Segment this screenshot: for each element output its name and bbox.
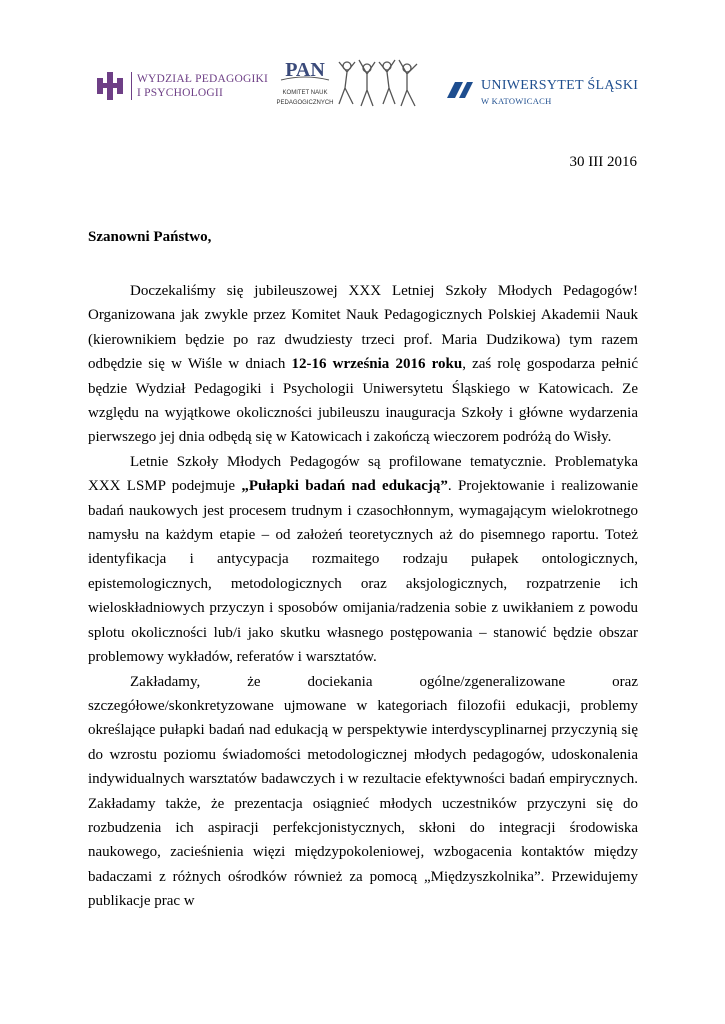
us-logo <box>445 72 639 108</box>
letterhead <box>95 56 639 116</box>
letter-body <box>88 279 638 914</box>
salutation: Szanowni Państwo, <box>88 229 212 245</box>
paragraph-2 <box>88 450 638 670</box>
paragraph-1 <box>88 279 638 450</box>
event-theme: „Pułapki badań nad edukacją” <box>241 478 448 495</box>
paragraph-3: Zakładamy, że dociekania ogólne/zgeneralizowane oraz szczegółowe/skonkretyzowane ujmowane w kategoriach filozofii edukacji, problemy określające pułapki badań nad edukacją w perspektywie interdyscyplinarnej przyczynią się do wzrostu poziomu świadomości metodologicznej młodych pedagogów, udoskonalenia indywidualnych warsztatów badawczych i w rezultacie efektywności badań empirycznych. Zakładamy także, że prezentacja osiągnieć młodych uczestników przyczyni się do rozbudzenia ich aspiracji perfekcjonistycznych, skłoni do integracji środowiska naukowego, zacieśnienia więzi międzypokoleniowej, wzbogacenia kontaktów między badaczami z różnych ośrodków również za pomocą „Międzyszkolnika”. Przewidujemy publikacje prac w <box>88 673 638 910</box>
letter-date: 30 III 2016 <box>569 154 637 170</box>
paragraph-1-part-a: Doczekaliśmy się jubileuszowej XXX Letniej Szkoły Młodych Pedagogów! Organizowana jak zwykle przez Komitet Nauk Pedagogicznych Polskiej Akademii Nauk (kierownikiem będzie po raz dwudziesty trzeci prof. Maria Dudzikowa) tym razem odbędzie się w Wiśle w dniach <box>88 283 638 373</box>
us-emblem-icon <box>445 80 475 100</box>
us-name: UNIWERSYTET ŚLĄSKI <box>481 78 639 93</box>
paragraph-2-part-b: . Projektowanie i realizowanie badań naukowych jest procesem trudnym i czasochłonnym, wymagającym wielokrotnego namysłu na każdym etapie – od założeń teoretycznych aż do pisemnego raportu. Toteż identyfikacja i antycypacja rozmaitego rodzaju pułapek ontologicznych, epistemologicznych, metodologicznych oraz aksjologicznych, rozpatrzenie ich wieloskładniowych przyczyn i sposobów omijania/radzenia sobie z uwikłaniem z powodu splotu okoliczności lub/i jako skutku własnego postępowania – stanowić będzie obszar problemowy wykładów, referatów i warsztatów. <box>88 478 638 666</box>
wppis-emblem-icon <box>95 70 125 102</box>
wppis-line-1: WYDZIAŁ PEDAGOGIKI <box>137 73 269 85</box>
paragraph-2-part-a: Letnie Szkoły Młodych Pedagogów są profilowane tematycznie. Problematyka XXX LSMP podejmuje <box>88 453 638 495</box>
wppis-name <box>131 72 277 100</box>
wppis-line-2: I PSYCHOLOGII <box>137 87 223 99</box>
event-dates: 12-16 września 2016 roku <box>291 356 463 373</box>
pan-committee-logo <box>273 56 337 114</box>
paragraph-1-part-b: , zaś rolę gospodarza pełnić będzie Wydział Pedagogiki i Psychologii Uniwersytetu Śląskiego w Katowicach. Ze względu na wyjątkowe okoliczności jubileuszu inauguracja Szkoły i główne wydarzenia pierwszego jej dnia odbędą się w Katowicach i zakończą wieczorem podróżą do Wisły. <box>88 356 638 446</box>
pan-line-1: KOMITET NAUK <box>282 90 328 96</box>
us-city: W KATOWICACH <box>481 96 552 106</box>
dancing-figures-logo-icon <box>335 58 421 110</box>
pan-acronym: PAN <box>285 59 325 81</box>
pan-line-2: PEDAGOGICZNYCH <box>276 100 334 106</box>
